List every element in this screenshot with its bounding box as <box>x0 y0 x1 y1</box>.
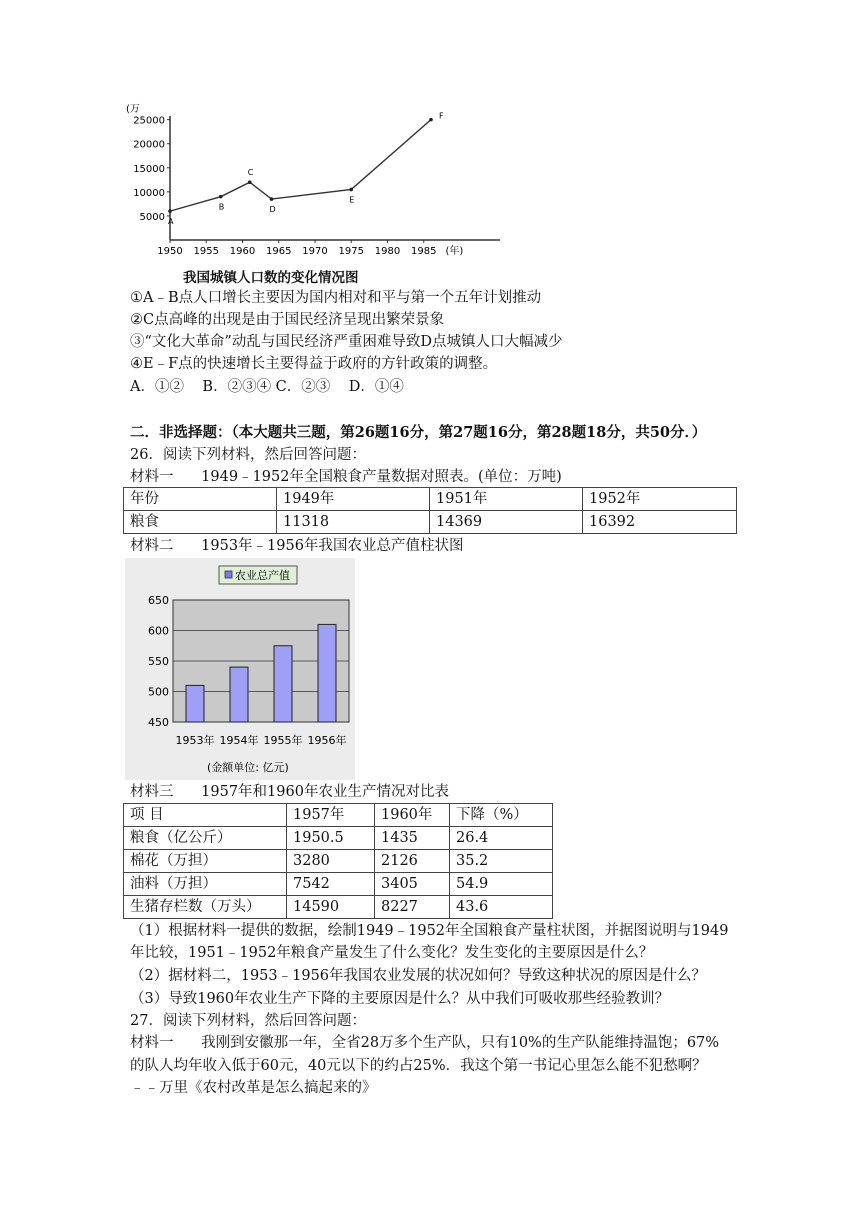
statement-1: ①A﹣B点人口增长主要因为国内相对和平与第一个五年计划推动 <box>130 290 542 306</box>
data-point <box>429 118 433 122</box>
x-tick-label: 1953年 <box>175 734 215 747</box>
x-tick-label: 1980 <box>374 246 401 257</box>
y-tick-label: 10000 <box>133 187 165 199</box>
table-cell: 7542 <box>287 873 375 896</box>
point-label: A <box>168 217 174 227</box>
q26-material3-title: 材料三 1957年和1960年农业生产情况对比表 <box>130 784 449 800</box>
table-cell: 生猪存栏数（万头） <box>124 896 287 919</box>
table-cell: 16392 <box>583 511 737 534</box>
section-heading: 二．非选择题：（本大题共三题，第26题16分，第27题16分，第28题18分，共50分．） <box>130 424 707 441</box>
line-chart-ticks <box>133 116 436 257</box>
table-row <box>124 804 553 827</box>
y-tick-label: 15000 <box>133 163 165 175</box>
y-tick-label: 450 <box>148 716 169 729</box>
q27-material1-line2: 的队人均年收入低于60元，40元以下的约占25%．我这个第一书记心里怎么能不犯愁啊？ <box>130 1058 707 1074</box>
y-tick-label: 20000 <box>133 139 165 151</box>
line-chart-axes <box>126 103 500 257</box>
table-cell: 棉花（万担） <box>124 850 287 873</box>
table-cell: 1957年 <box>287 804 375 827</box>
data-point <box>219 195 223 199</box>
table-cell: 粮食（亿公斤） <box>124 827 287 850</box>
q26-question-2: （2）据材料二，1953﹣1956年我国农业发展的状况如何？导致这种状况的原因是什么？ <box>130 968 707 984</box>
table-cell: 粮食 <box>124 511 277 534</box>
point-label: D <box>269 205 276 215</box>
point-label: C <box>247 168 254 178</box>
y-tick-label: 5000 <box>139 211 165 223</box>
unit-note: (金额单位: 亿元) <box>207 761 289 774</box>
line-chart-series <box>168 112 444 226</box>
x-tick-label: 1956年 <box>307 734 347 747</box>
x-tick-label: 1955 <box>193 246 219 257</box>
x-tick-label: 1954年 <box>219 734 259 747</box>
table-cell: 1960年 <box>375 804 450 827</box>
table-cell: 14590 <box>287 896 375 919</box>
table-cell: 14369 <box>430 511 583 534</box>
x-tick-label: 1985 <box>411 246 437 257</box>
q26-material2-title: 材料二 1953年﹣1956年我国农业总产值柱状图 <box>130 538 464 554</box>
q27-material1-line1: 材料一 我刚到安徽那一年，全省28万多个生产队，只有10%的生产队能维持温饱；67% <box>130 1035 720 1051</box>
table-cell: 8227 <box>375 896 450 919</box>
population-line <box>170 120 431 211</box>
data-point <box>349 188 353 192</box>
data-point <box>270 197 274 201</box>
bar <box>274 646 292 722</box>
q26-question-1a: （1）根据材料一提供的数据，绘制1949﹣1952年全国粮食产量柱状图，并据图说明与1949 <box>130 923 729 939</box>
legend-label: 农业总产值 <box>235 569 290 582</box>
q26-question-1b: 年比较，1951﹣1952年粮食产量发生了什么变化？发生变化的主要原因是什么？ <box>130 945 654 961</box>
table-cell: 年份 <box>124 488 277 511</box>
table-cell: 油料（万担） <box>124 873 287 896</box>
table-cell: 1949年 <box>277 488 430 511</box>
bar <box>230 667 248 722</box>
q26-intro: 26．阅读下列材料，然后回答问题： <box>130 447 366 463</box>
table-row <box>124 511 737 534</box>
table-row <box>124 827 553 850</box>
table-cell: 43.6 <box>450 896 553 919</box>
x-unit-label: (年) <box>445 246 464 257</box>
table-cell: 26.4 <box>450 827 553 850</box>
q27-material1-source: ﹣﹣万里《农村改革是怎么搞起来的》 <box>130 1080 377 1096</box>
population-chart-caption: 我国城镇人口数的变化情况图 <box>183 270 359 286</box>
table-cell: 11318 <box>277 511 430 534</box>
x-tick-label: 1970 <box>302 246 328 257</box>
point-label: E <box>349 195 355 205</box>
x-tick-label: 1955年 <box>263 734 303 747</box>
table-row <box>124 873 553 896</box>
table-cell: 2126 <box>375 850 450 873</box>
table-cell: 项 目 <box>124 804 287 827</box>
y-tick-label: 500 <box>148 685 169 699</box>
table-cell: 3280 <box>287 850 375 873</box>
q27-intro: 27．阅读下列材料，然后回答问题： <box>130 1013 366 1029</box>
x-tick-label: 1950 <box>157 246 183 257</box>
grain-output-table <box>123 487 737 534</box>
agri-compare-table <box>123 803 553 919</box>
table-cell: 3405 <box>375 873 450 896</box>
point-label: B <box>218 202 225 212</box>
bar <box>318 624 336 722</box>
x-tick-label: 1960 <box>229 246 256 257</box>
table-cell: 1950.5 <box>287 827 375 850</box>
y-tick-label: 600 <box>148 624 169 638</box>
bar <box>186 685 204 722</box>
table-cell: 下降（%） <box>450 804 553 827</box>
statement-4: ④E﹣F点的快速增长主要得益于政府的方针政策的调整。 <box>130 356 498 372</box>
y-tick-label: 650 <box>148 594 169 607</box>
table-cell: 1435 <box>375 827 450 850</box>
statement-3: ③“文化大革命”动乱与国民经济严重困难导致D点城镇人口大幅减少 <box>130 334 563 350</box>
x-tick-label: 1965 <box>266 246 292 257</box>
y-tick-label: 25000 <box>133 115 165 127</box>
q26-material1-title: 材料一 1949﹣1952年全国粮食产量数据对照表。(单位：万吨) <box>130 469 562 485</box>
population-line-chart <box>120 100 520 260</box>
table-row <box>124 850 553 873</box>
point-label: F <box>439 111 444 121</box>
statement-2: ②C点高峰的出现是由于国民经济呈现出繁荣景象 <box>130 312 445 328</box>
y-tick-label: 550 <box>148 655 169 668</box>
bar-chart-legend <box>219 566 297 584</box>
table-row <box>124 896 553 919</box>
legend-swatch <box>225 571 232 578</box>
table-cell: 1951年 <box>430 488 583 511</box>
table-row <box>124 488 737 511</box>
q26-question-3: （3）导致1960年农业生产下降的主要原因是什么？从中我们可吸收那些经验教训？ <box>130 991 670 1007</box>
y-unit-label: (万 <box>126 104 140 115</box>
table-cell: 1952年 <box>583 488 737 511</box>
data-point <box>168 209 172 213</box>
answer-options: A．①② B．②③④ C．②③ D．①④ <box>130 379 404 395</box>
table-cell: 54.9 <box>450 873 553 896</box>
x-tick-label: 1975 <box>338 246 364 257</box>
agri-output-bar-chart <box>125 558 355 780</box>
table-cell: 35.2 <box>450 850 553 873</box>
data-point <box>248 180 252 184</box>
